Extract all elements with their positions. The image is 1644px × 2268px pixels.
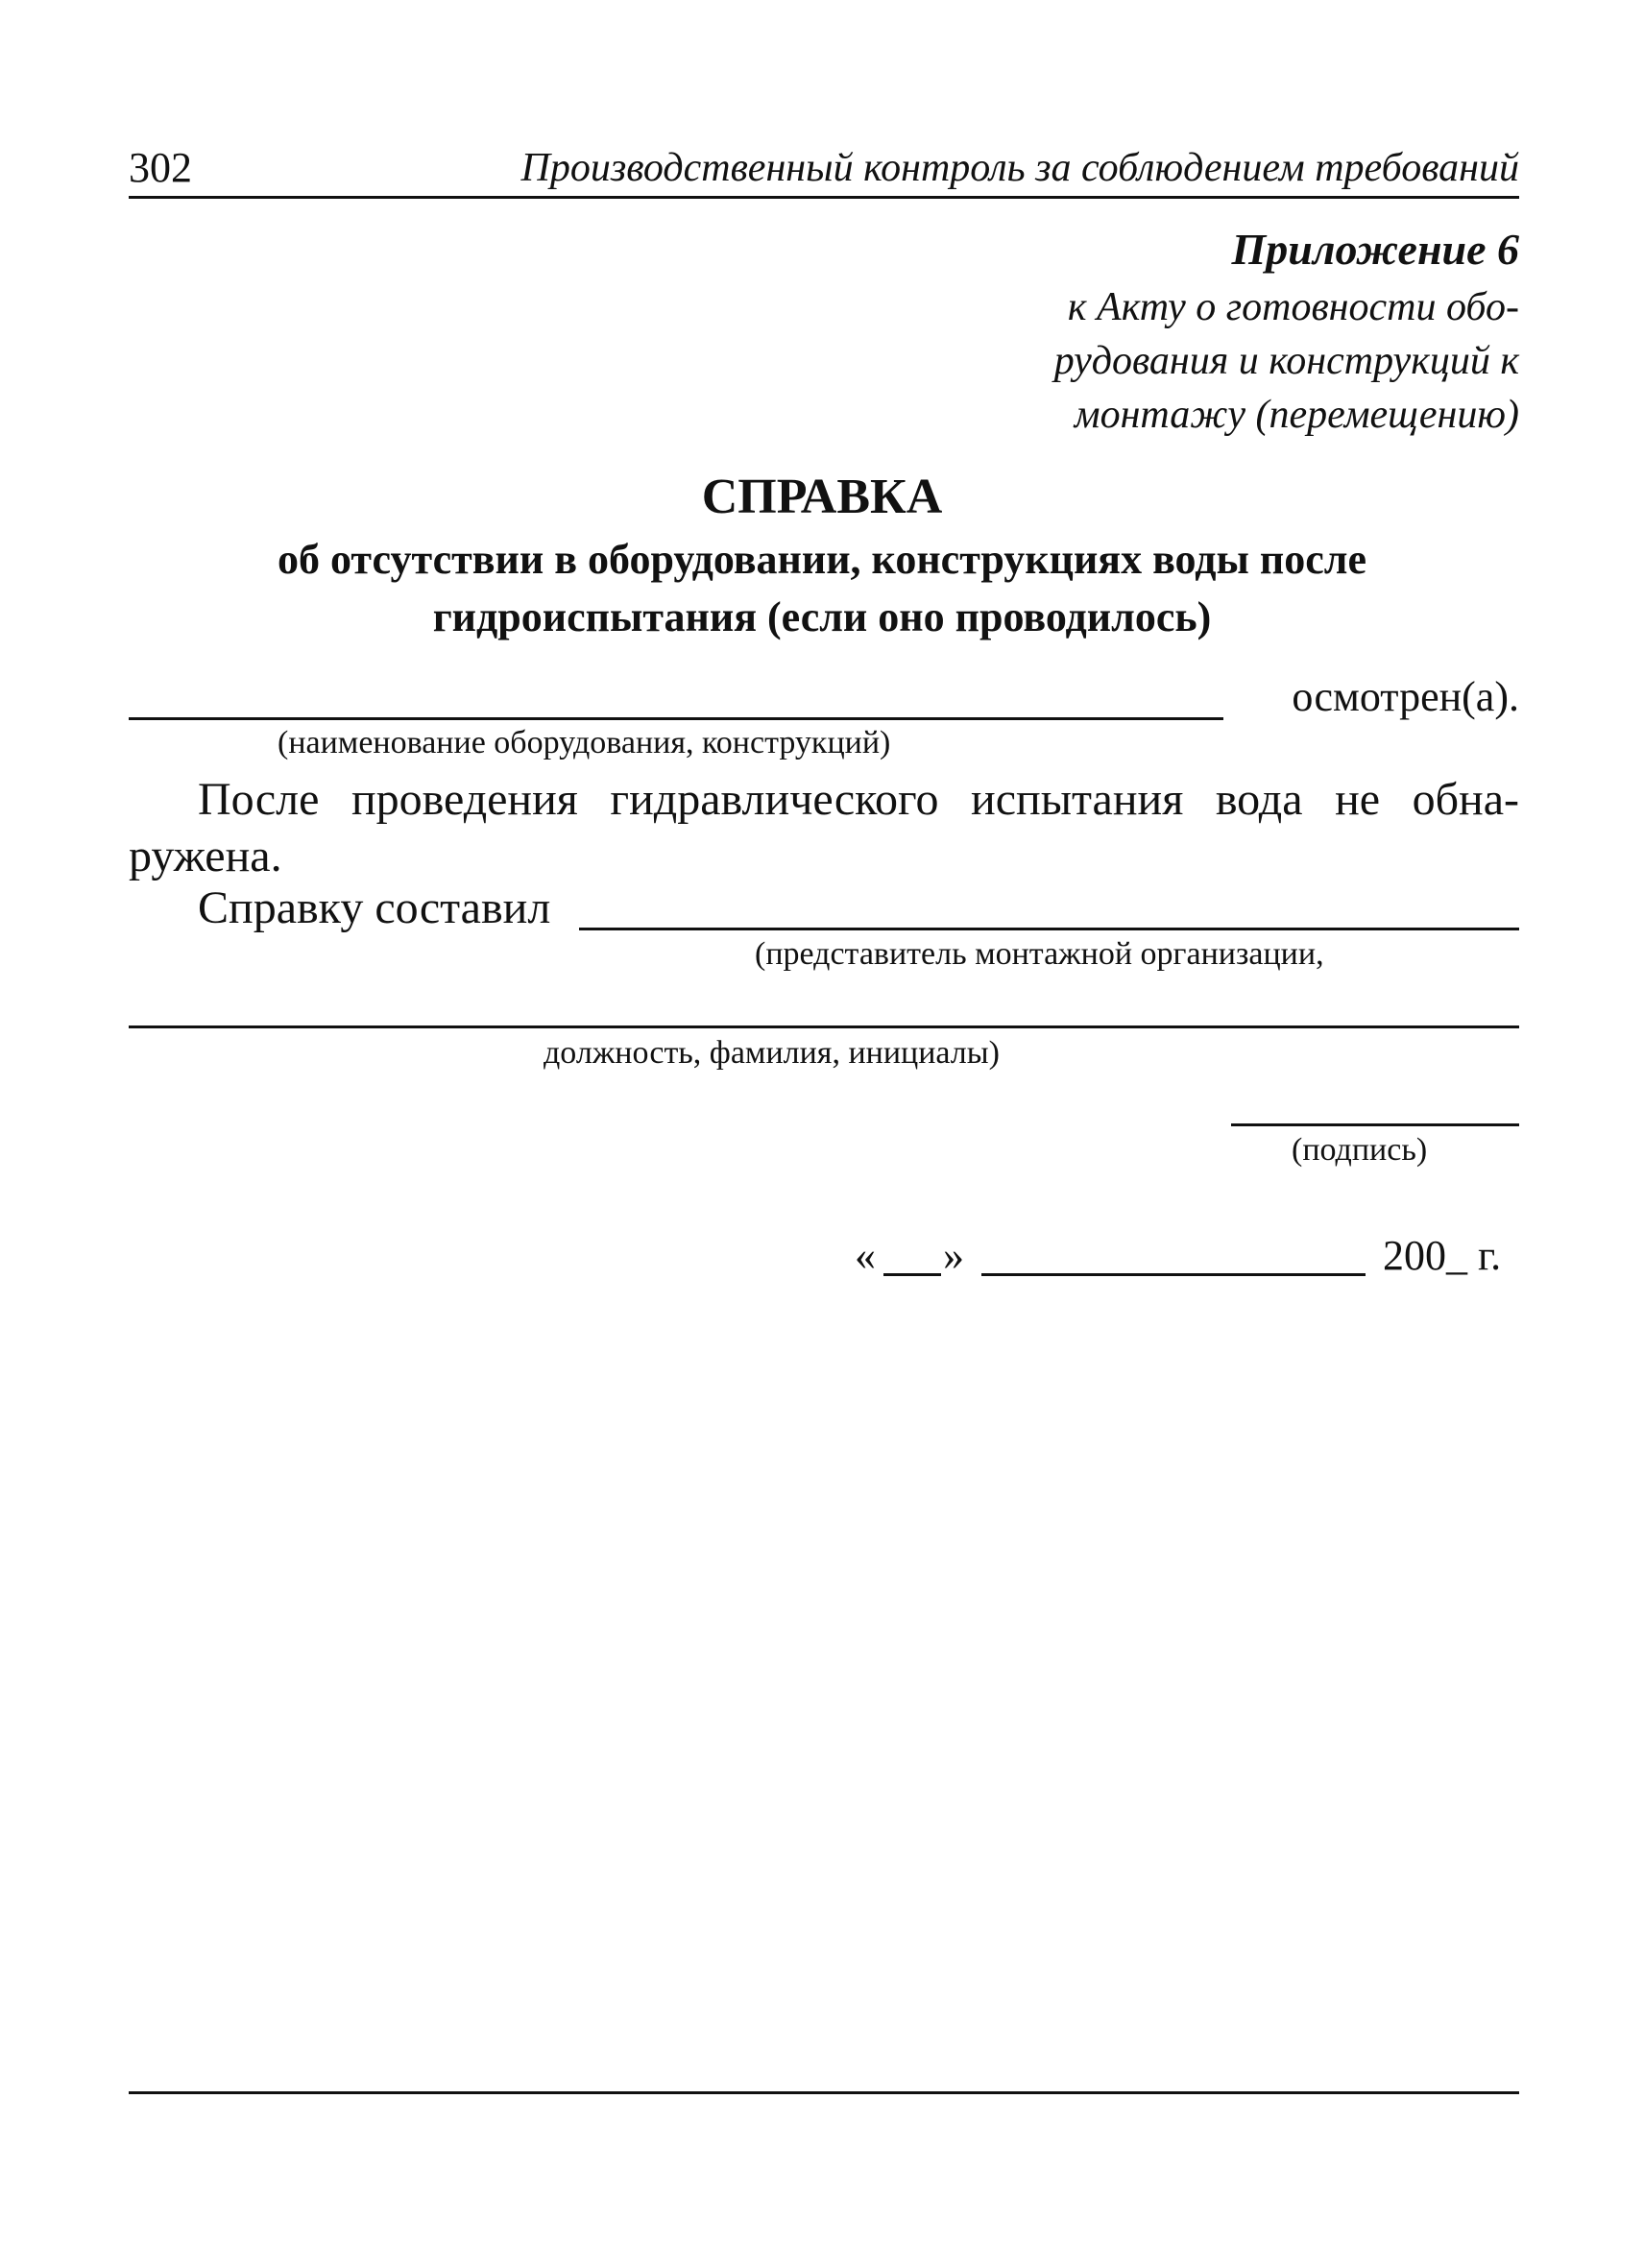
signature-blank-line[interactable] bbox=[1231, 1123, 1519, 1126]
document-title: СПРАВКА bbox=[701, 470, 943, 524]
date-close-quote: » bbox=[943, 1232, 964, 1279]
position-name-hint: должность, фамилия, инициалы) bbox=[544, 1035, 1000, 1071]
inspected-suffix: осмотрен(а). bbox=[1292, 673, 1519, 720]
signature-hint: (подпись) bbox=[1292, 1132, 1428, 1168]
page-number: 302 bbox=[129, 144, 192, 191]
compiled-by-label: Справку составил bbox=[198, 882, 551, 933]
running-title: Производственный контроль за соблюдением требований bbox=[520, 146, 1519, 190]
header-rule bbox=[129, 196, 1519, 199]
compiled-by-blank-line[interactable] bbox=[579, 928, 1519, 930]
document-subtitle: об отсутствии в оборудовании, конструкциях воды после гидроиспытания (если оно проводилось) bbox=[277, 536, 1366, 640]
equipment-name-hint: (наименование оборудования, конструкций) bbox=[278, 725, 891, 760]
appendix-title: Приложение 6 bbox=[1231, 225, 1519, 274]
position-blank-line[interactable] bbox=[129, 1025, 1519, 1028]
date-year: 200_ г. bbox=[1383, 1232, 1502, 1279]
result-paragraph: После проведения гидравлического испытания вода не обна-ружена. bbox=[129, 774, 1519, 881]
date-day-blank-line[interactable] bbox=[883, 1273, 941, 1276]
date-month-blank-line[interactable] bbox=[981, 1273, 1366, 1276]
equipment-name-blank-line[interactable] bbox=[129, 717, 1223, 720]
representative-hint: (представитель монтажной организации, bbox=[755, 936, 1324, 972]
appendix-note: к Акту о готовности обо-рудования и конструкций к монтажу (перемещению) bbox=[1053, 285, 1519, 437]
footer-rule bbox=[129, 2091, 1519, 2094]
date-open-quote: « bbox=[855, 1232, 876, 1279]
